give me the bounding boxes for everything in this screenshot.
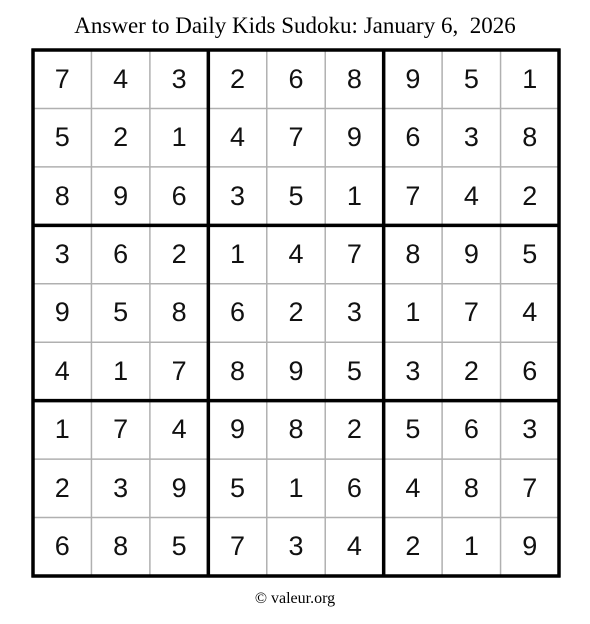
sudoku-cell: 3 xyxy=(288,531,304,562)
sudoku-cell: 3 xyxy=(463,122,479,153)
sudoku-cell: 1 xyxy=(54,414,70,445)
sudoku-cell: 1 xyxy=(288,472,304,503)
sudoku-cell: 3 xyxy=(230,180,246,211)
sudoku-cell: 7 xyxy=(230,531,246,562)
sudoku-cell: 8 xyxy=(346,63,362,94)
sudoku-cell: 5 xyxy=(171,531,187,562)
sudoku-cell: 9 xyxy=(522,531,538,562)
sudoku-cell: 6 xyxy=(522,355,538,386)
sudoku-cell: 8 xyxy=(522,122,538,153)
sudoku-cell: 8 xyxy=(230,355,246,386)
sudoku-cell: 2 xyxy=(230,63,246,94)
sudoku-cell: 3 xyxy=(346,297,362,328)
sudoku-cell: 7 xyxy=(405,180,421,211)
sudoku-cell: 9 xyxy=(405,63,421,94)
sudoku-cell: 8 xyxy=(171,297,187,328)
sudoku-cell: 5 xyxy=(463,63,479,94)
sudoku-cell: 5 xyxy=(522,239,538,270)
sudoku-cell: 2 xyxy=(405,531,421,562)
sudoku-cell: 5 xyxy=(113,297,129,328)
sudoku-cell: 6 xyxy=(405,122,421,153)
sudoku-cell: 7 xyxy=(463,297,479,328)
sudoku-cell: 2 xyxy=(463,355,479,386)
sudoku-cell: 4 xyxy=(346,531,362,562)
sudoku-cell: 4 xyxy=(113,63,129,94)
sudoku-cell: 4 xyxy=(54,355,70,386)
sudoku-cell: 1 xyxy=(230,239,246,270)
sudoku-cell: 4 xyxy=(405,472,421,503)
sudoku-cell: 5 xyxy=(405,414,421,445)
sudoku-cell: 7 xyxy=(522,472,538,503)
sudoku-cell: 3 xyxy=(54,239,70,270)
sudoku-cell: 7 xyxy=(346,239,362,270)
sudoku-cell: 7 xyxy=(54,63,70,94)
sudoku-cell: 6 xyxy=(463,414,479,445)
sudoku-cell: 8 xyxy=(463,472,479,503)
site-credit: © valeur.org xyxy=(254,590,336,607)
sudoku-cell: 7 xyxy=(113,414,129,445)
sudoku-cell: 6 xyxy=(288,63,304,94)
sudoku-cell: 4 xyxy=(522,297,538,328)
sudoku-cell: 6 xyxy=(346,472,362,503)
sudoku-cell: 9 xyxy=(230,414,246,445)
sudoku-cell: 2 xyxy=(288,297,304,328)
sudoku-cell: 9 xyxy=(171,472,187,503)
sudoku-cell: 5 xyxy=(230,472,246,503)
sudoku-cell: 5 xyxy=(346,355,362,386)
sudoku-cell: 6 xyxy=(171,180,187,211)
sudoku-cell: 9 xyxy=(463,239,479,270)
sudoku-cell: 1 xyxy=(522,63,538,94)
sudoku-cell: 8 xyxy=(288,414,304,445)
sudoku-cell: 3 xyxy=(522,414,538,445)
sudoku-cell: 1 xyxy=(113,355,129,386)
sudoku-cell: 2 xyxy=(171,239,187,270)
sudoku-cell: 7 xyxy=(288,122,304,153)
sudoku-cell: 9 xyxy=(54,297,70,328)
sudoku-cell: 8 xyxy=(405,239,421,270)
sudoku-cell: 6 xyxy=(230,297,246,328)
sudoku-cell: 6 xyxy=(54,531,70,562)
sudoku-cell: 1 xyxy=(346,180,362,211)
sudoku-cell: 3 xyxy=(171,63,187,94)
sudoku-cell: 4 xyxy=(288,239,304,270)
sudoku-cell: 2 xyxy=(113,122,129,153)
sudoku-cell: 5 xyxy=(54,122,70,153)
sudoku-cell: 8 xyxy=(113,531,129,562)
sudoku-cell: 4 xyxy=(230,122,246,153)
sudoku-cell: 6 xyxy=(113,239,129,270)
sudoku-grid-lines xyxy=(30,47,562,579)
sudoku-board xyxy=(30,47,562,579)
sudoku-cell: 2 xyxy=(54,472,70,503)
sudoku-cell: 9 xyxy=(288,355,304,386)
sudoku-cell: 1 xyxy=(171,122,187,153)
sudoku-cell: 7 xyxy=(171,355,187,386)
sudoku-cell: 2 xyxy=(346,414,362,445)
sudoku-cell: 8 xyxy=(54,180,70,211)
sudoku-cell: 4 xyxy=(463,180,479,211)
sudoku-cell: 9 xyxy=(113,180,129,211)
sudoku-cell: 3 xyxy=(113,472,129,503)
sudoku-cell: 2 xyxy=(522,180,538,211)
sudoku-cell: 9 xyxy=(346,122,362,153)
sudoku-cell: 4 xyxy=(171,414,187,445)
sudoku-cell: 5 xyxy=(288,180,304,211)
sudoku-cell: 1 xyxy=(463,531,479,562)
sudoku-cell: 3 xyxy=(405,355,421,386)
sudoku-cell: 1 xyxy=(405,297,421,328)
puzzle-title: Answer to Daily Kids Sudoku: January 6, 2026 xyxy=(74,13,516,38)
